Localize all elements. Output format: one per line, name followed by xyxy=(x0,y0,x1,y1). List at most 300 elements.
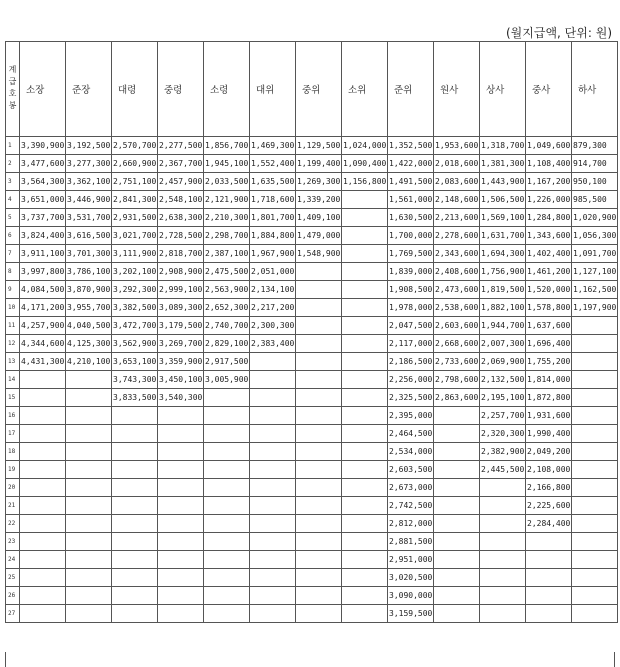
rank-header: 중사 xyxy=(526,42,572,137)
pay-cell: 3,450,100 xyxy=(158,371,204,389)
pay-cell xyxy=(250,515,296,533)
pay-cell: 1,635,500 xyxy=(250,173,296,191)
pay-cell xyxy=(572,569,618,587)
pay-cell: 3,277,300 xyxy=(66,155,112,173)
pay-cell xyxy=(342,263,388,281)
pay-cell: 3,477,600 xyxy=(20,155,66,173)
pay-cell: 1,990,400 xyxy=(526,425,572,443)
pay-cell: 2,728,500 xyxy=(158,227,204,245)
pay-cell: 1,944,700 xyxy=(480,317,526,335)
pay-cell: 3,362,100 xyxy=(66,173,112,191)
pay-cell: 3,824,400 xyxy=(20,227,66,245)
pay-cell: 2,300,300 xyxy=(250,317,296,335)
pay-cell xyxy=(342,281,388,299)
pay-cell xyxy=(250,569,296,587)
pay-cell xyxy=(342,497,388,515)
pay-cell xyxy=(480,515,526,533)
pay-cell xyxy=(112,407,158,425)
pay-cell: 3,786,100 xyxy=(66,263,112,281)
pay-cell xyxy=(250,443,296,461)
pay-cell: 1,637,600 xyxy=(526,317,572,335)
rank-header: 소장 xyxy=(20,42,66,137)
pay-cell: 2,668,600 xyxy=(434,335,480,353)
pay-cell: 2,298,700 xyxy=(204,227,250,245)
pay-cell: 3,531,700 xyxy=(66,209,112,227)
pay-cell xyxy=(572,407,618,425)
pay-cell xyxy=(112,533,158,551)
pay-cell: 1,718,600 xyxy=(250,191,296,209)
pay-cell xyxy=(296,587,342,605)
pay-cell xyxy=(342,371,388,389)
pay-cell: 2,210,300 xyxy=(204,209,250,227)
table-row xyxy=(6,407,618,425)
pay-cell: 2,117,000 xyxy=(388,335,434,353)
pay-cell: 1,127,100 xyxy=(572,263,618,281)
pay-cell: 1,945,100 xyxy=(204,155,250,173)
pay-cell xyxy=(572,371,618,389)
table-row xyxy=(6,551,618,569)
pay-cell xyxy=(572,353,618,371)
pay-cell: 4,040,500 xyxy=(66,317,112,335)
pay-cell xyxy=(572,425,618,443)
pay-cell: 2,473,600 xyxy=(434,281,480,299)
pay-cell xyxy=(66,605,112,623)
pay-cell xyxy=(250,425,296,443)
pay-cell: 2,863,600 xyxy=(434,389,480,407)
pay-cell xyxy=(158,605,204,623)
step-number: 16 xyxy=(6,407,20,425)
pay-cell: 4,257,900 xyxy=(20,317,66,335)
pay-cell xyxy=(342,299,388,317)
pay-cell xyxy=(158,551,204,569)
table-row xyxy=(6,479,618,497)
pay-cell xyxy=(296,389,342,407)
pay-cell: 1,226,000 xyxy=(526,191,572,209)
pay-cell: 2,829,100 xyxy=(204,335,250,353)
pay-cell: 1,520,000 xyxy=(526,281,572,299)
table-row xyxy=(6,425,618,443)
pay-cell xyxy=(342,227,388,245)
pay-cell: 2,217,200 xyxy=(250,299,296,317)
pay-cell: 2,195,100 xyxy=(480,389,526,407)
pay-cell xyxy=(342,587,388,605)
pay-cell: 1,931,600 xyxy=(526,407,572,425)
step-number: 14 xyxy=(6,371,20,389)
pay-cell: 1,953,600 xyxy=(434,137,480,155)
table-row xyxy=(6,335,618,353)
pay-cell: 4,125,300 xyxy=(66,335,112,353)
pay-cell xyxy=(204,515,250,533)
pay-cell: 2,917,500 xyxy=(204,353,250,371)
step-number: 10 xyxy=(6,299,20,317)
pay-cell xyxy=(204,551,250,569)
pay-cell: 1,569,100 xyxy=(480,209,526,227)
rank-header: 소위 xyxy=(342,42,388,137)
pay-cell: 3,472,700 xyxy=(112,317,158,335)
table-row xyxy=(6,389,618,407)
pay-cell: 2,325,500 xyxy=(388,389,434,407)
pay-cell: 1,578,800 xyxy=(526,299,572,317)
pay-cell xyxy=(434,515,480,533)
pay-cell: 2,284,400 xyxy=(526,515,572,533)
table-row xyxy=(6,245,618,263)
pay-cell xyxy=(296,371,342,389)
pay-cell: 3,359,900 xyxy=(158,353,204,371)
step-number: 4 xyxy=(6,191,20,209)
pay-cell xyxy=(158,569,204,587)
step-number: 18 xyxy=(6,443,20,461)
pay-cell xyxy=(296,551,342,569)
pay-cell: 1,269,300 xyxy=(296,173,342,191)
pay-cell: 1,197,900 xyxy=(572,299,618,317)
pay-cell: 3,562,900 xyxy=(112,335,158,353)
pay-cell xyxy=(250,371,296,389)
pay-cell: 1,755,200 xyxy=(526,353,572,371)
pay-cell xyxy=(342,335,388,353)
pay-cell xyxy=(526,533,572,551)
pay-cell: 1,339,200 xyxy=(296,191,342,209)
pay-cell xyxy=(66,443,112,461)
pay-cell xyxy=(66,551,112,569)
step-number: 19 xyxy=(6,461,20,479)
pay-cell xyxy=(480,479,526,497)
pay-cell: 2,445,500 xyxy=(480,461,526,479)
table-row xyxy=(6,191,618,209)
pay-cell xyxy=(112,569,158,587)
step-number: 8 xyxy=(6,263,20,281)
step-number: 2 xyxy=(6,155,20,173)
pay-cell: 1,491,500 xyxy=(388,173,434,191)
pay-cell: 2,387,100 xyxy=(204,245,250,263)
pay-cell: 2,049,200 xyxy=(526,443,572,461)
pay-cell: 1,769,500 xyxy=(388,245,434,263)
pay-cell: 2,166,800 xyxy=(526,479,572,497)
pay-cell xyxy=(296,569,342,587)
rank-header: 대령 xyxy=(112,42,158,137)
pay-cell: 3,179,500 xyxy=(158,317,204,335)
pay-cell: 2,047,500 xyxy=(388,317,434,335)
pay-cell xyxy=(66,479,112,497)
table-row xyxy=(6,209,618,227)
pay-cell: 1,631,700 xyxy=(480,227,526,245)
pay-cell xyxy=(20,443,66,461)
pay-cell: 3,997,800 xyxy=(20,263,66,281)
pay-cell xyxy=(434,425,480,443)
pay-cell xyxy=(296,479,342,497)
pay-cell: 1,199,400 xyxy=(296,155,342,173)
pay-cell xyxy=(20,587,66,605)
pay-cell: 1,908,500 xyxy=(388,281,434,299)
pay-cell xyxy=(66,587,112,605)
pay-cell xyxy=(66,371,112,389)
pay-cell: 2,841,300 xyxy=(112,191,158,209)
pay-cell: 3,292,300 xyxy=(112,281,158,299)
pay-cell xyxy=(572,605,618,623)
pay-cell: 2,603,600 xyxy=(434,317,480,335)
pay-cell xyxy=(296,497,342,515)
pay-cell: 2,999,100 xyxy=(158,281,204,299)
rank-header: 중령 xyxy=(158,42,204,137)
pay-cell: 2,051,000 xyxy=(250,263,296,281)
pay-cell xyxy=(250,533,296,551)
pay-cell: 2,256,000 xyxy=(388,371,434,389)
pay-cell xyxy=(66,515,112,533)
pay-cell: 4,431,300 xyxy=(20,353,66,371)
pay-cell xyxy=(204,533,250,551)
table-bottom-edge xyxy=(5,652,615,667)
table-row xyxy=(6,497,618,515)
step-number: 26 xyxy=(6,587,20,605)
pay-cell xyxy=(20,605,66,623)
pay-cell xyxy=(572,587,618,605)
pay-cell xyxy=(250,605,296,623)
pay-cell xyxy=(112,443,158,461)
pay-cell: 2,563,900 xyxy=(204,281,250,299)
pay-cell: 1,839,000 xyxy=(388,263,434,281)
pay-cell xyxy=(434,497,480,515)
pay-cell: 2,798,600 xyxy=(434,371,480,389)
pay-cell: 2,033,500 xyxy=(204,173,250,191)
pay-cell: 985,500 xyxy=(572,191,618,209)
table-row xyxy=(6,461,618,479)
pay-cell xyxy=(158,497,204,515)
pay-cell xyxy=(66,497,112,515)
pay-cell: 2,742,500 xyxy=(388,497,434,515)
pay-cell xyxy=(20,515,66,533)
pay-cell: 1,694,300 xyxy=(480,245,526,263)
rank-header: 원사 xyxy=(434,42,480,137)
table-row xyxy=(6,173,618,191)
pay-cell: 3,743,300 xyxy=(112,371,158,389)
pay-cell: 3,616,500 xyxy=(66,227,112,245)
pay-cell xyxy=(342,443,388,461)
pay-cell xyxy=(480,605,526,623)
pay-cell xyxy=(20,461,66,479)
table-row xyxy=(6,137,618,155)
pay-cell xyxy=(250,461,296,479)
step-number: 3 xyxy=(6,173,20,191)
pay-cell: 1,091,700 xyxy=(572,245,618,263)
pay-cell xyxy=(158,407,204,425)
pay-cell: 3,202,100 xyxy=(112,263,158,281)
pay-cell: 2,951,000 xyxy=(388,551,434,569)
pay-cell: 2,733,600 xyxy=(434,353,480,371)
pay-cell: 1,443,900 xyxy=(480,173,526,191)
pay-cell: 2,548,100 xyxy=(158,191,204,209)
pay-cell xyxy=(296,461,342,479)
step-number: 20 xyxy=(6,479,20,497)
pay-cell: 879,300 xyxy=(572,137,618,155)
pay-cell xyxy=(434,605,480,623)
pay-cell xyxy=(342,317,388,335)
pay-cell xyxy=(204,443,250,461)
pay-cell xyxy=(572,389,618,407)
pay-cell: 2,083,600 xyxy=(434,173,480,191)
pay-cell: 2,812,000 xyxy=(388,515,434,533)
pay-cell xyxy=(526,587,572,605)
pay-cell xyxy=(250,551,296,569)
pay-cell xyxy=(572,335,618,353)
pay-cell: 1,284,800 xyxy=(526,209,572,227)
pay-cell: 1,318,700 xyxy=(480,137,526,155)
pay-cell: 2,186,500 xyxy=(388,353,434,371)
pay-cell xyxy=(112,425,158,443)
pay-cell xyxy=(572,551,618,569)
step-number: 15 xyxy=(6,389,20,407)
pay-cell: 950,100 xyxy=(572,173,618,191)
pay-cell: 2,382,900 xyxy=(480,443,526,461)
pay-cell xyxy=(158,479,204,497)
pay-cell xyxy=(342,389,388,407)
pay-cell: 1,167,200 xyxy=(526,173,572,191)
pay-cell xyxy=(112,497,158,515)
pay-cell xyxy=(572,317,618,335)
pay-cell: 2,213,600 xyxy=(434,209,480,227)
pay-cell xyxy=(296,605,342,623)
pay-cell xyxy=(20,497,66,515)
table-row xyxy=(6,533,618,551)
pay-cell: 3,159,500 xyxy=(388,605,434,623)
pay-cell xyxy=(112,515,158,533)
pay-cell xyxy=(250,479,296,497)
pay-cell: 2,475,500 xyxy=(204,263,250,281)
pay-cell xyxy=(204,407,250,425)
step-number: 1 xyxy=(6,137,20,155)
pay-cell xyxy=(434,443,480,461)
pay-cell xyxy=(342,353,388,371)
pay-cell xyxy=(20,479,66,497)
rank-header: 준장 xyxy=(66,42,112,137)
pay-cell xyxy=(20,425,66,443)
pay-cell: 2,132,500 xyxy=(480,371,526,389)
pay-cell xyxy=(434,461,480,479)
pay-cell: 1,872,800 xyxy=(526,389,572,407)
pay-cell: 1,469,300 xyxy=(250,137,296,155)
pay-cell: 2,818,700 xyxy=(158,245,204,263)
pay-cell xyxy=(158,533,204,551)
rank-header: 중위 xyxy=(296,42,342,137)
pay-cell: 2,603,500 xyxy=(388,461,434,479)
pay-cell: 2,007,300 xyxy=(480,335,526,353)
pay-cell xyxy=(296,443,342,461)
pay-cell: 2,931,500 xyxy=(112,209,158,227)
pay-cell xyxy=(480,497,526,515)
pay-cell xyxy=(20,551,66,569)
pay-cell: 2,121,900 xyxy=(204,191,250,209)
pay-cell: 2,367,700 xyxy=(158,155,204,173)
pay-cell xyxy=(572,515,618,533)
pay-cell xyxy=(112,587,158,605)
pay-cell: 1,856,700 xyxy=(204,137,250,155)
table-row xyxy=(6,155,618,173)
pay-cell: 4,171,200 xyxy=(20,299,66,317)
pay-cell: 1,630,500 xyxy=(388,209,434,227)
pay-cell: 2,148,600 xyxy=(434,191,480,209)
pay-cell xyxy=(342,533,388,551)
pay-cell xyxy=(342,569,388,587)
pay-cell: 1,381,300 xyxy=(480,155,526,173)
pay-cell xyxy=(296,335,342,353)
pay-cell xyxy=(250,587,296,605)
pay-cell xyxy=(342,245,388,263)
pay-cell: 1,090,400 xyxy=(342,155,388,173)
step-number: 17 xyxy=(6,425,20,443)
pay-cell: 2,395,000 xyxy=(388,407,434,425)
pay-cell: 3,833,500 xyxy=(112,389,158,407)
pay-cell xyxy=(434,587,480,605)
pay-cell xyxy=(296,317,342,335)
pay-cell: 1,882,100 xyxy=(480,299,526,317)
pay-cell xyxy=(342,209,388,227)
pay-cell: 1,561,000 xyxy=(388,191,434,209)
table-row xyxy=(6,353,618,371)
salary-table xyxy=(5,41,618,623)
pay-cell xyxy=(296,425,342,443)
pay-cell xyxy=(20,371,66,389)
pay-cell xyxy=(526,605,572,623)
pay-cell xyxy=(296,515,342,533)
pay-cell xyxy=(204,425,250,443)
pay-cell: 1,162,500 xyxy=(572,281,618,299)
pay-cell: 3,005,900 xyxy=(204,371,250,389)
pay-cell xyxy=(296,263,342,281)
step-number: 25 xyxy=(6,569,20,587)
pay-cell xyxy=(434,569,480,587)
pay-cell: 2,343,600 xyxy=(434,245,480,263)
step-number: 22 xyxy=(6,515,20,533)
pay-cell xyxy=(250,407,296,425)
pay-cell xyxy=(250,497,296,515)
pay-cell: 3,390,900 xyxy=(20,137,66,155)
pay-cell xyxy=(204,479,250,497)
table-row xyxy=(6,605,618,623)
table-row xyxy=(6,515,618,533)
pay-cell xyxy=(434,407,480,425)
table-row xyxy=(6,263,618,281)
pay-cell xyxy=(66,425,112,443)
pay-cell: 1,506,500 xyxy=(480,191,526,209)
pay-cell xyxy=(342,515,388,533)
pay-cell xyxy=(250,353,296,371)
pay-cell xyxy=(204,461,250,479)
pay-cell: 1,461,200 xyxy=(526,263,572,281)
pay-cell: 914,700 xyxy=(572,155,618,173)
pay-cell: 1,756,900 xyxy=(480,263,526,281)
pay-cell: 3,737,700 xyxy=(20,209,66,227)
pay-cell: 2,225,600 xyxy=(526,497,572,515)
table-row xyxy=(6,371,618,389)
pay-cell xyxy=(342,407,388,425)
pay-cell xyxy=(20,569,66,587)
pay-cell: 2,108,000 xyxy=(526,461,572,479)
pay-cell xyxy=(296,281,342,299)
pay-cell: 2,881,500 xyxy=(388,533,434,551)
pay-cell: 3,269,700 xyxy=(158,335,204,353)
pay-cell xyxy=(342,425,388,443)
pay-cell xyxy=(526,569,572,587)
pay-cell xyxy=(66,389,112,407)
pay-cell xyxy=(66,461,112,479)
pay-cell: 1,814,000 xyxy=(526,371,572,389)
pay-cell xyxy=(296,299,342,317)
pay-cell xyxy=(342,191,388,209)
pay-cell xyxy=(158,443,204,461)
pay-cell xyxy=(158,461,204,479)
pay-cell xyxy=(20,533,66,551)
step-number: 21 xyxy=(6,497,20,515)
pay-cell: 1,402,400 xyxy=(526,245,572,263)
pay-cell: 1,700,000 xyxy=(388,227,434,245)
